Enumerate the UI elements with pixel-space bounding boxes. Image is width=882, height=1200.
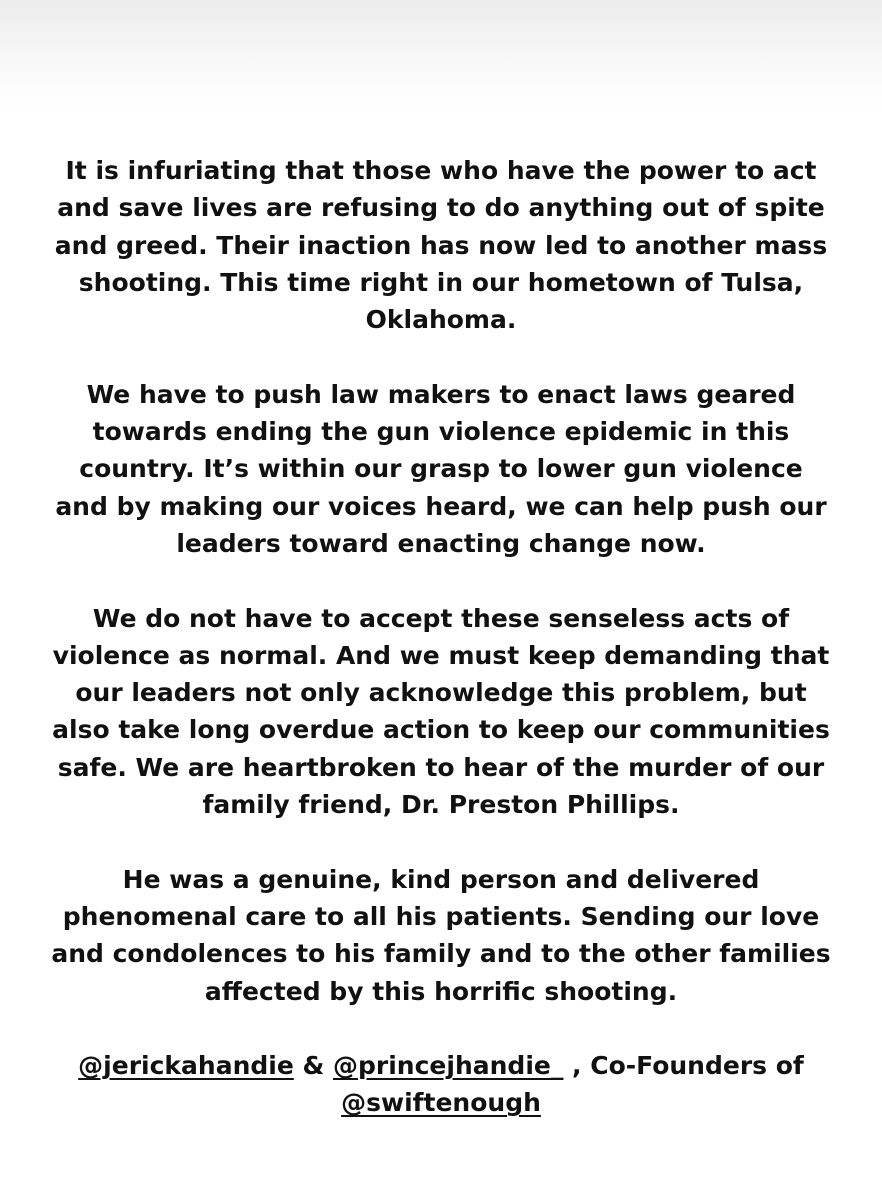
text-line: shooting. This time right in our hometown of Tulsa, (78, 267, 804, 297)
signature-line-1 (40, 1047, 842, 1084)
text-line: We have to push law makers to enact laws geared (86, 379, 796, 409)
text-line: family friend, Dr. Preston Phillips. (202, 790, 680, 820)
text-line: country. It’s within our grasp to lower gun violence (79, 454, 803, 484)
text-line: phenomenal care to all his patients. Sending our love (62, 901, 820, 931)
mention-jerickahandie[interactable]: @jerickahandie (78, 1051, 294, 1081)
text-line: and by making our voices heard, we can help push our (55, 491, 827, 521)
text-line: We do not have to accept these senseless acts of (92, 603, 790, 633)
mention-princejhandie[interactable]: @princejhandie_ (333, 1051, 564, 1081)
text-line: our leaders not only acknowledge this problem, but (75, 678, 807, 708)
text-line: violence as normal. And we must keep demanding that (52, 640, 830, 670)
signature-line-2 (40, 1084, 842, 1121)
paragraph-3 (40, 600, 842, 824)
text-line: also take long overdue action to keep our communities (52, 715, 830, 745)
signature (40, 1047, 842, 1122)
story-text-block (40, 152, 842, 1159)
paragraph-1 (40, 152, 842, 338)
signature-joiner: & (293, 1051, 334, 1081)
text-line: It is infuriating that those who have the power to act (65, 156, 817, 185)
text-line: and greed. Their inaction has now led to another mass (54, 230, 828, 260)
text-line: leaders toward enacting change now. (176, 528, 706, 558)
text-line: and save lives are refusing to do anything out of spite (57, 193, 825, 223)
paragraph-2 (40, 376, 842, 562)
text-line: affected by this horrific shooting. (204, 976, 678, 1006)
text-line: Oklahoma. (365, 305, 517, 335)
text-line: safe. We are heartbroken to hear of the murder of our (57, 752, 825, 782)
text-line: towards ending the gun violence epidemic in this (92, 417, 790, 447)
text-line: and condolences to his family and to the other families (51, 939, 831, 969)
mention-swiftenough[interactable]: @swiftenough (341, 1088, 541, 1118)
top-gradient (0, 0, 882, 110)
paragraph-4 (40, 861, 842, 1010)
signature-role-text: , Co-Founders of (563, 1051, 804, 1081)
text-line: He was a genuine, kind person and delivered (122, 864, 760, 894)
